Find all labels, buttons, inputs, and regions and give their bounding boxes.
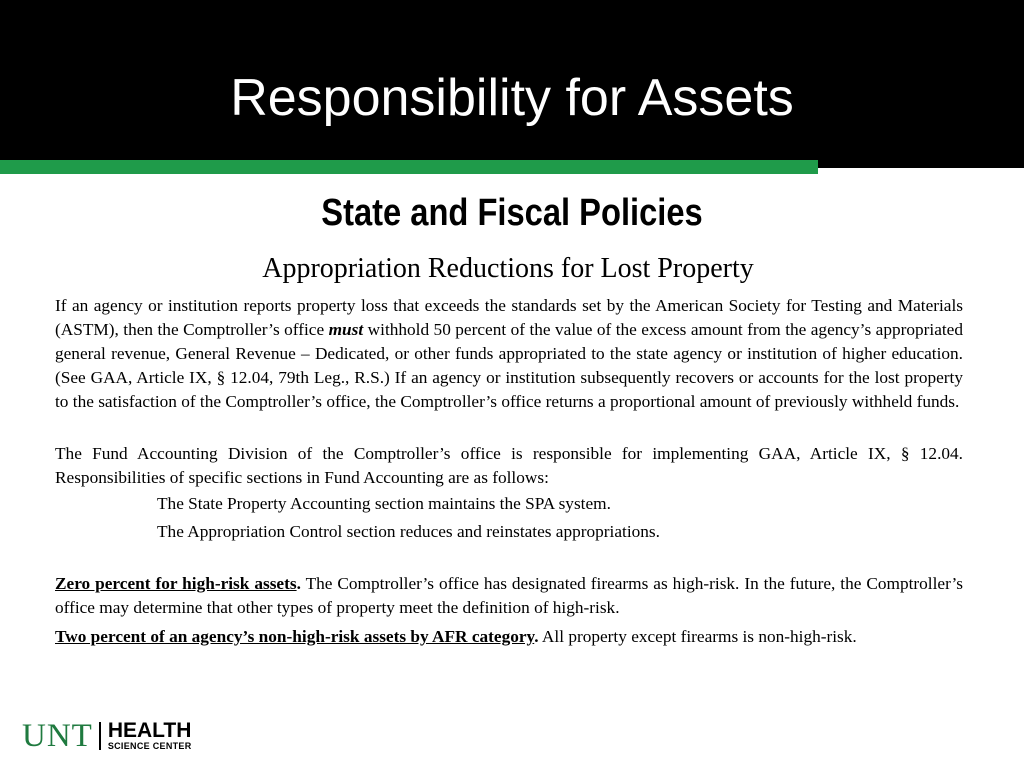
title-banner: [0, 0, 1024, 168]
section-heading: Appropriation Reductions for Lost Property: [262, 253, 754, 284]
unt-health-logo: [22, 719, 192, 753]
paragraph-lost-property: [55, 294, 963, 414]
slide-subtitle: State and Fiscal Policies: [321, 192, 703, 234]
logo-divider: [99, 722, 101, 750]
paragraph-text: withhold 50 percent of the value of the excess amount from the agency’s appropriated general revenue, General Revenue – Dedicated, or other funds appropriated to the state agency or institution of higher education. (See GAA, Article IX, § 12.04, 79th Leg., R.S.) If an agency or institution subsequently recovers or accounts for the lost property to the satisfaction of the Comptroller’s office, the Comptroller’s office returns a proportional amount of previously withheld funds.: [55, 320, 963, 411]
logo-science-center: SCIENCE CENTER: [107, 740, 192, 751]
lead-high-risk: Zero percent for high-risk assets: [55, 574, 297, 593]
emphasis-must: must: [328, 320, 364, 339]
indent-item-appropriation-control: The Appropriation Control section reduces and reinstates appropriations.: [157, 522, 660, 541]
lead-non-high-risk: Two percent of an agency’s non-high-risk assets by AFR category: [55, 627, 535, 646]
logo-health: HEALTH: [107, 718, 192, 742]
indent-item-spa: The State Property Accounting section maintains the SPA system.: [157, 494, 611, 513]
paragraph-text: If an agency or institution reports property loss that exceeds the standards set by the American Society for Testing and Materials (ASTM), then the Comptroller’s office: [55, 296, 963, 339]
slide-body: [55, 294, 963, 649]
paragraph-text: All property except firearms is non-high-risk.: [538, 627, 857, 646]
paragraph-non-high-risk: [55, 625, 963, 649]
slide-title: Responsibility for Assets: [230, 69, 794, 127]
paragraph-fund-accounting: The Fund Accounting Division of the Comptroller’s office is responsible for implementing GAA, Article IX, § 12.04. Responsibilities of specific sections in Fund Accounting are as follows:: [55, 444, 963, 487]
logo-wordmark: [107, 718, 192, 752]
logo-unt: UNT: [22, 718, 93, 754]
paragraph-text: The Comptroller’s office has designated firearms as high-risk. In the future, the Comptroller’s office may determine that other types of property meet the definition of high-risk.: [55, 574, 963, 617]
paragraph-high-risk: [55, 572, 963, 620]
lead-punct: .: [534, 627, 539, 646]
lead-punct: .: [296, 574, 301, 593]
accent-bar: [0, 160, 818, 174]
